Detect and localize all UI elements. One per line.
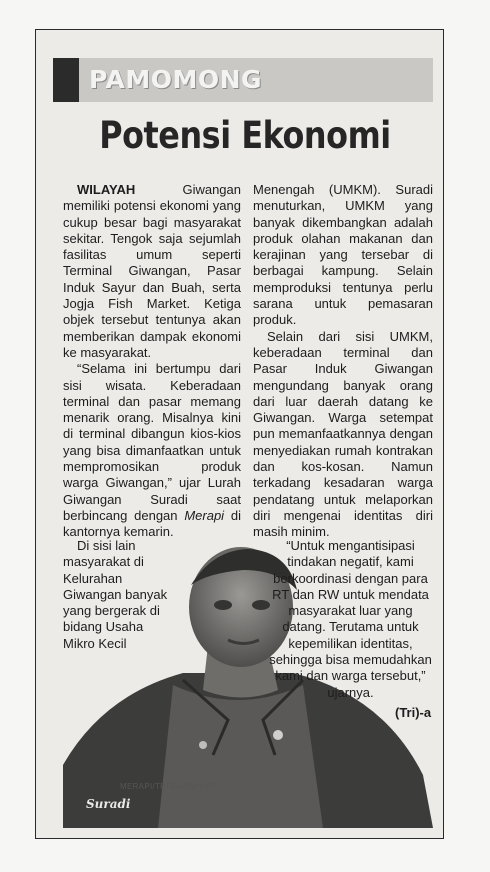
lead-word: WILAYAH [77,182,136,197]
photo-caption: Suradi [86,797,131,811]
paragraph-2-text-b: di kantornya kemarin. [63,507,242,540]
rubric-title: PAMOMONG [89,65,263,94]
photo-credit: MERAPI/TRI DARMIYATI [120,782,217,791]
paragraph-6: “Untuk mengantisipasi tindakan negatif, kami berkoordinasi dengan para RT dan RW untuk mendata masyarakat luar yang datang. Terutama untuk kepemilikan identitas, sehingga bisa memudahkan kami dan warga tersebut,” ujarnya. [269,538,432,700]
right-column [253,182,433,541]
paragraph-1 [63,182,241,361]
rubric-marker [53,58,79,102]
paragraph-2-text-a: “Selama ini bertumpu dari sisi wisata. Keberadaan terminal dan pasar memang menarik orang. Misalnya kini di terminal dibangun kios-kios yang bisa dimanfaatkan untuk mempromosikan produk warga Giwangan,” ujar Lurah Giwangan Suradi saat berbincang dengan [63,361,241,523]
paragraph-5: Selain dari sisi UMKM, keberadaan terminal dan Pasar Induk Giwangan mengundang banyak orang dari luar daerah datang ke Giwangan. Warga setempat pun memanfaatkannya dengan menyediakan rumah kontrakan dan kos-kosan. Namun terkadang kesadaran warga pendatang untuk melaporkan diri mengenai identitas diri masih minim. [253,328,433,540]
right-column-quote [268,538,433,701]
paragraph-1-text: Giwangan memiliki potensi ekonomi yang cukup besar bagi masyarakat sekitar. Tengok saja sejumlah fasilitas umum seperti Terminal Giwangan, Pasar Induk Sayur dan Buah, serta Jogja Fish Market. Ketiga objek tersebut tentunya akan memberikan dampak ekonomi ke masyarakat. [63,182,241,360]
author-signoff: (Tri)-a [395,705,432,720]
left-column [63,182,241,541]
newspaper-name: Merapi [184,507,225,523]
rubric-banner [53,58,433,102]
article-headline: Potensi Ekonomi [99,114,391,157]
left-column-continued [63,538,173,652]
paragraph-2 [63,361,241,540]
paragraph-3: Di sisi lain masyarakat di Kelurahan Giwangan banyak yang bergerak di bidang Usaha Mikro Kecil [63,538,168,651]
paragraph-4: Menengah (UMKM). Suradi menuturkan, UMKM yang banyak dikembangkan adalah produk olahan makanan dan kerajinan yang tersebar di berbagai kampung. Selain memproduksi tentunya perlu sarana untuk pemasaran produk. [253,182,433,328]
